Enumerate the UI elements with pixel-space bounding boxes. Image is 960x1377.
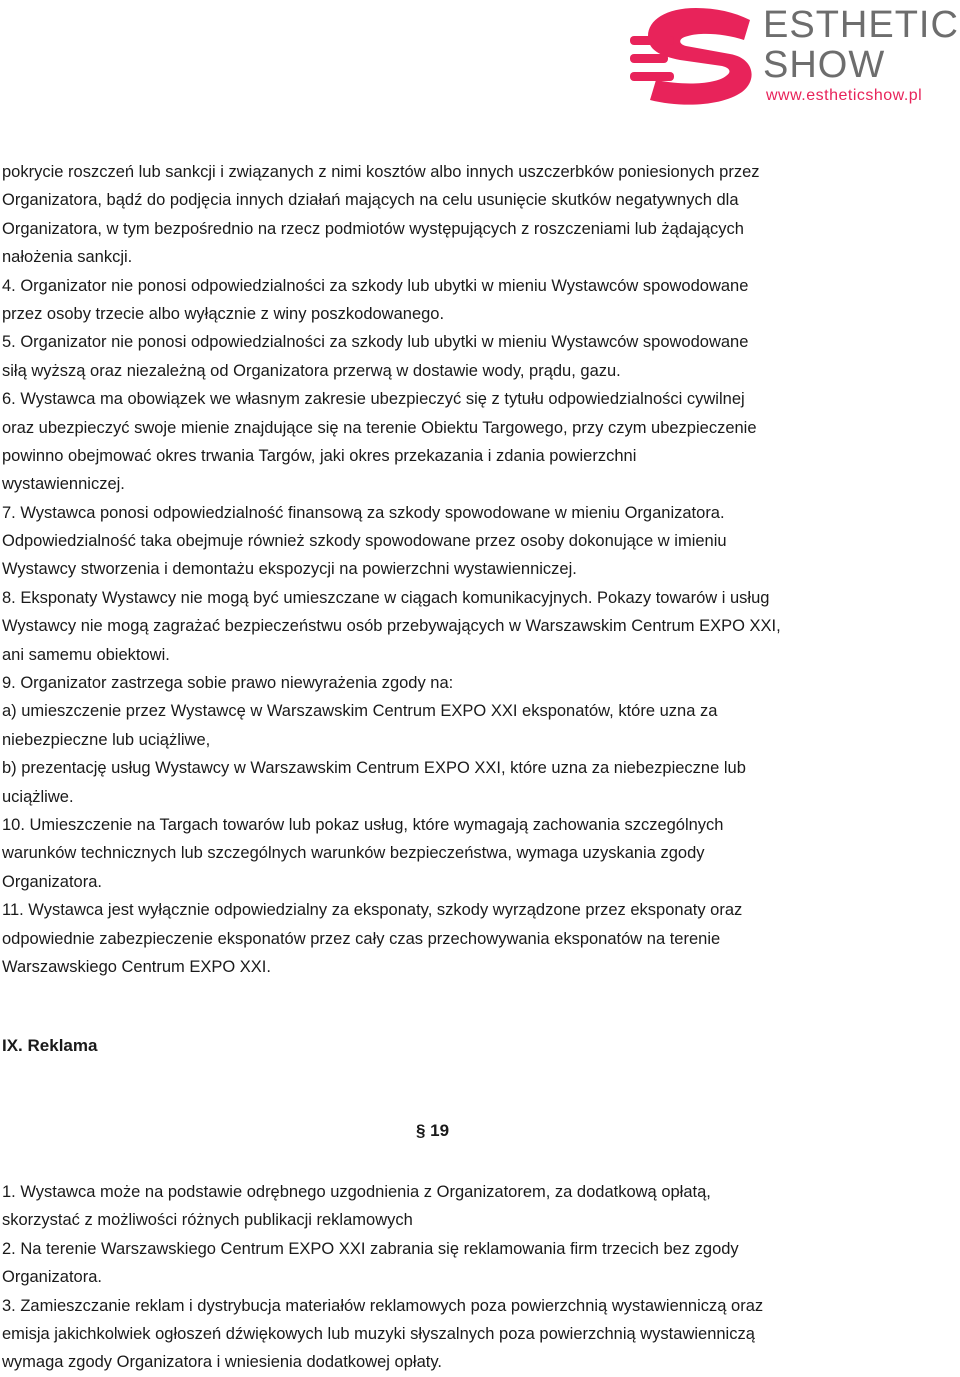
text-line: siłą wyższą oraz niezależną od Organizatora przerwą w dostawie wody, prądu, gazu. — [2, 361, 621, 380]
text-line: 8. Eksponaty Wystawcy nie mogą być umieszczane w ciągach komunikacyjnych. Pokazy towarów i usług — [2, 588, 770, 607]
text-line: skorzystać z możliwości różnych publikacji reklamowych — [2, 1211, 413, 1230]
text-line: a) umieszczenie przez Wystawcę w Warszawskim Centrum EXPO XXI eksponatów, które uzna za — [2, 702, 718, 721]
text-line: b) prezentację usług Wystawcy w Warszawskim Centrum EXPO XXI, które uzna za niebezpieczne lub — [2, 759, 746, 778]
text-line: niebezpieczne lub uciążliwe, — [2, 730, 211, 749]
text-line: warunków technicznych lub szczególnych warunków bezpieczeństwa, wymaga uzyskania zgody — [2, 844, 705, 863]
esthetic-show-logo — [626, 2, 960, 110]
text-line: Warszawskiego Centrum EXPO XXI. — [2, 957, 271, 976]
text-line: powinno obejmować okres trwania Targów, jaki okres przekazania i zdania powierzchni — [2, 446, 637, 465]
text-line: Wystawcy nie mogą zagrażać bezpieczeństwu osób przebywających w Warszawskim Centrum EXPO XXI, — [2, 617, 781, 636]
logo-wordmark-line1: ESTHETIC — [763, 4, 959, 46]
text-line: oraz ubezpieczyć swoje mienie znajdujące się na terenie Obiektu Targowego, przy czym ubezpieczenie — [2, 418, 757, 437]
logo-url: www.estheticshow.pl — [766, 87, 923, 104]
text-line: 11. Wystawca jest wyłącznie odpowiedzialny za eksponaty, szkody wyrządzone przez eksponaty oraz — [2, 901, 743, 920]
text-line: Organizatora. — [2, 1268, 102, 1287]
text-line: Wystawcy stworzenia i demontażu ekspozycji na powierzchni wystawienniczej. — [2, 560, 577, 579]
logo-wordmark-line2: SHOW — [763, 44, 886, 86]
text-line: 2. Na terenie Warszawskiego Centrum EXPO XXI zabrania się reklamowania firm trzecich bez zgody — [2, 1239, 739, 1258]
text-line: 6. Wystawca ma obowiązek we własnym zakresie ubezpieczyć się z tytułu odpowiedzialności cywilnej — [2, 390, 745, 409]
text-line: Organizatora, w tym bezpośrednio na rzecz podmiotów występujących z roszczeniami lub żądających — [2, 219, 744, 238]
document-body-part2 — [2, 1178, 952, 1377]
text-line: 9. Organizator zastrzega sobie prawo niewyrażenia zgody na: — [2, 674, 454, 693]
text-line: ani samemu obiektowi. — [2, 645, 170, 664]
section-heading: IX. Reklama — [2, 1036, 98, 1055]
text-line: pokrycie roszczeń lub sankcji i związanych z nimi kosztów albo innych uszczerbków poniesionych przez — [2, 163, 760, 181]
document-body-part1 — [2, 158, 952, 981]
text-line: 5. Organizator nie ponosi odpowiedzialności za szkody lub ubytki w mieniu Wystawców spowodowane — [2, 333, 749, 352]
text-line: emisja jakichkolwiek ogłoszeń dźwiękowych lub muzyki słyszalnych poza powierzchnią wystawienniczą — [2, 1324, 755, 1343]
text-line: 4. Organizator nie ponosi odpowiedzialności za szkody lub ubytki w mieniu Wystawców spowodowane — [2, 276, 749, 295]
text-line: Organizatora. — [2, 872, 102, 891]
text-line: 10. Umieszczenie na Targach towarów lub pokaz usług, które wymagają zachowania szczególnych — [2, 815, 724, 834]
text-line: przez osoby trzecie albo wyłącznie z winy poszkodowanego. — [2, 304, 445, 323]
text-line: wystawienniczej. — [2, 475, 125, 494]
paragraph-number: § 19 — [416, 1121, 450, 1140]
logo-mark-icon — [626, 2, 756, 110]
text-line: 7. Wystawca ponosi odpowiedzialność finansową za szkody spowodowane w mieniu Organizatora. — [2, 503, 725, 522]
text-line: wymaga zgody Organizatora i wniesienia dodatkowej opłaty. — [2, 1353, 442, 1372]
text-line: Odpowiedzialność taka obejmuje również szkody spowodowane przez osoby dokonujące w imieniu — [2, 532, 727, 551]
text-line: uciążliwe. — [2, 787, 74, 806]
text-line: nałożenia sankcji. — [2, 248, 133, 267]
text-line: 1. Wystawca może na podstawie odrębnego uzgodnienia z Organizatorem, za dodatkową opłatą, — [2, 1183, 711, 1201]
text-line: odpowiednie zabezpieczenie eksponatów przez cały czas przechowywania eksponatów na terenie — [2, 929, 721, 948]
text-line: 3. Zamieszczanie reklam i dystrybucja materiałów reklamowych poza powierzchnią wystawienniczą oraz — [2, 1296, 764, 1315]
text-line: Organizatora, bądź do podjęcia innych działań mających na celu usunięcie skutków negatywnych dla — [2, 191, 739, 210]
